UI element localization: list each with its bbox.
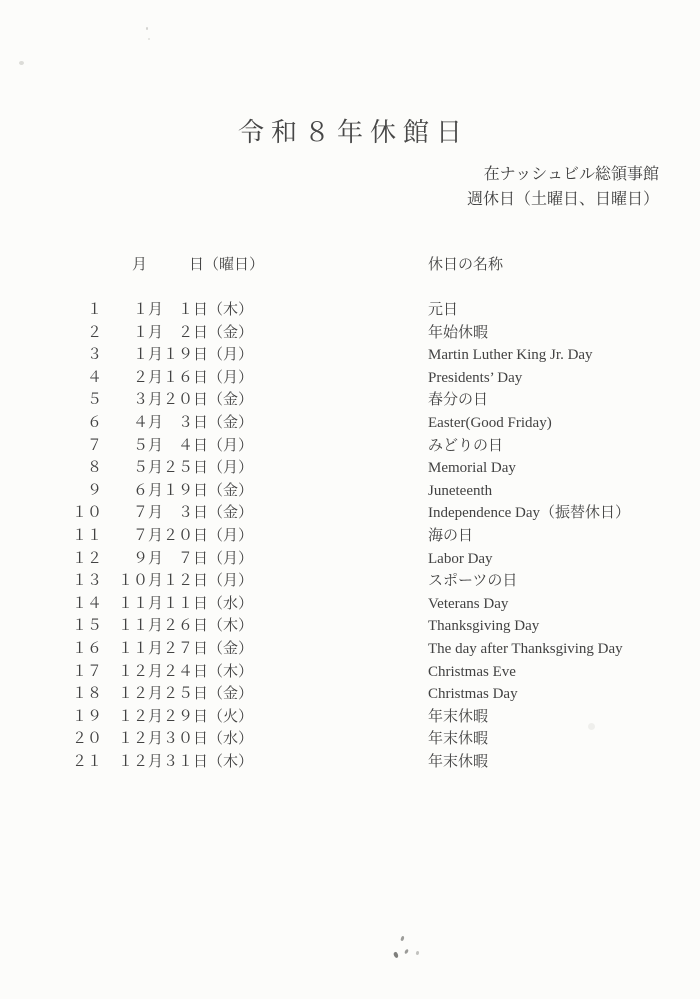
page-title: 令和８年休館日 [237, 118, 469, 147]
row-number: １ [86, 302, 102, 318]
row-holiday-name: Independence Day（振替休日） [428, 505, 631, 522]
row-number: ５ [86, 392, 102, 409]
row-holiday-name: 海の日 [428, 527, 474, 544]
holiday-table-body [0, 299, 700, 773]
row-holiday-name: スポーツの日 [428, 573, 518, 590]
row-date: １２月２９日（火） [118, 708, 254, 725]
table-row [0, 683, 700, 706]
row-date: ７月 ３日（金） [118, 505, 254, 522]
table-row [0, 661, 700, 684]
row-number: １０ [71, 505, 102, 522]
row-number: ２ [86, 324, 102, 341]
scan-speck [416, 951, 420, 956]
table-row [0, 344, 700, 367]
row-holiday-name: 年末休暇 [428, 708, 489, 725]
row-date: １２月３０日（水） [118, 731, 254, 748]
row-holiday-name: 年末休暇 [428, 753, 489, 770]
row-number: １９ [71, 708, 102, 725]
row-holiday-name: 年始休暇 [428, 324, 489, 341]
table-row [0, 299, 700, 322]
row-holiday-name: The day after Thanksgiving Day [428, 640, 623, 657]
row-number: １８ [71, 686, 102, 703]
row-date: ５月２５日（月） [118, 460, 254, 477]
row-date: ２月１６日（月） [118, 369, 254, 386]
header-month: 月 [132, 257, 148, 273]
row-holiday-name: Martin Luther King Jr. Day [428, 347, 593, 364]
table-row [0, 728, 700, 751]
row-holiday-name: みどりの日 [428, 437, 504, 454]
table-row [0, 435, 700, 458]
row-holiday-name: Easter(Good Friday) [428, 414, 552, 431]
table-row [0, 480, 700, 503]
row-number: １６ [71, 640, 102, 657]
table-row [0, 548, 700, 571]
table-row [0, 389, 700, 412]
row-date: ９月 ７日（月） [118, 550, 254, 567]
table-row [0, 322, 700, 345]
row-date: ６月１９日（金） [118, 482, 254, 499]
row-number: １１ [71, 527, 102, 544]
row-holiday-name: Christmas Day [428, 686, 518, 703]
row-holiday-name: Memorial Day [428, 460, 516, 477]
weekly-closure-note: 週休日（土曜日、日曜日） [466, 190, 659, 208]
row-date: ３月２０日（金） [118, 392, 254, 409]
scan-speck [146, 27, 148, 30]
scan-speck [404, 949, 409, 955]
table-row [0, 706, 700, 729]
table-row [0, 593, 700, 616]
table-row [0, 638, 700, 661]
scan-speck [148, 38, 150, 40]
row-date: １１月１１日（水） [118, 595, 254, 612]
row-number: ４ [86, 369, 102, 386]
scan-speck [19, 61, 24, 65]
row-holiday-name: Presidents’ Day [428, 369, 523, 386]
row-holiday-name: Christmas Eve [428, 663, 516, 680]
header-holiday-name: 休日の名称 [428, 257, 504, 273]
table-row [0, 570, 700, 593]
row-number: １３ [71, 573, 102, 590]
header-day: 日（曜日） [189, 257, 265, 273]
scan-speck [393, 951, 399, 958]
row-holiday-name: Juneteenth [428, 482, 493, 499]
scan-speck [400, 936, 405, 942]
row-date: １月 １日（木） [118, 302, 254, 318]
table-row [0, 457, 700, 480]
table-row [0, 502, 700, 525]
row-number: ２１ [71, 753, 102, 770]
row-number: ９ [86, 482, 102, 499]
row-date: １２月２４日（木） [118, 663, 254, 680]
row-number: １７ [71, 663, 102, 680]
row-date: １１月２６日（木） [118, 618, 254, 635]
table-row [0, 412, 700, 435]
row-date: １１月２７日（金） [118, 640, 254, 657]
row-date: ５月 ４日（月） [118, 437, 254, 454]
row-number: １４ [71, 595, 102, 612]
row-date: ７月２０日（月） [118, 527, 254, 544]
row-date: １月 ２日（金） [118, 324, 254, 341]
scan-speck [588, 723, 595, 730]
row-number: ７ [86, 437, 102, 454]
row-date: １２月３１日（木） [118, 753, 254, 770]
row-holiday-name: 元日 [428, 302, 459, 318]
row-holiday-name: 年末休暇 [428, 731, 489, 748]
row-date: １２月２５日（金） [118, 686, 254, 703]
row-holiday-name: Labor Day [428, 550, 493, 567]
row-number: ８ [86, 460, 102, 477]
row-number: ３ [86, 347, 102, 364]
row-number: １２ [71, 550, 102, 567]
table-row [0, 525, 700, 548]
table-header [0, 253, 700, 275]
row-holiday-name: Veterans Day [428, 595, 509, 612]
row-date: １０月１２日（月） [118, 573, 254, 590]
row-number: ２０ [71, 731, 102, 748]
row-holiday-name: Thanksgiving Day [428, 618, 540, 635]
row-date: １月１９日（月） [118, 347, 254, 364]
row-holiday-name: 春分の日 [428, 392, 489, 409]
document-meta [467, 163, 659, 212]
organization-name: 在ナッシュビル総領事館 [483, 166, 659, 183]
table-row [0, 751, 700, 774]
table-row [0, 367, 700, 390]
table-row [0, 615, 700, 638]
row-number: ６ [86, 414, 102, 431]
row-date: ４月 ３日（金） [118, 414, 254, 431]
row-number: １５ [71, 618, 102, 635]
